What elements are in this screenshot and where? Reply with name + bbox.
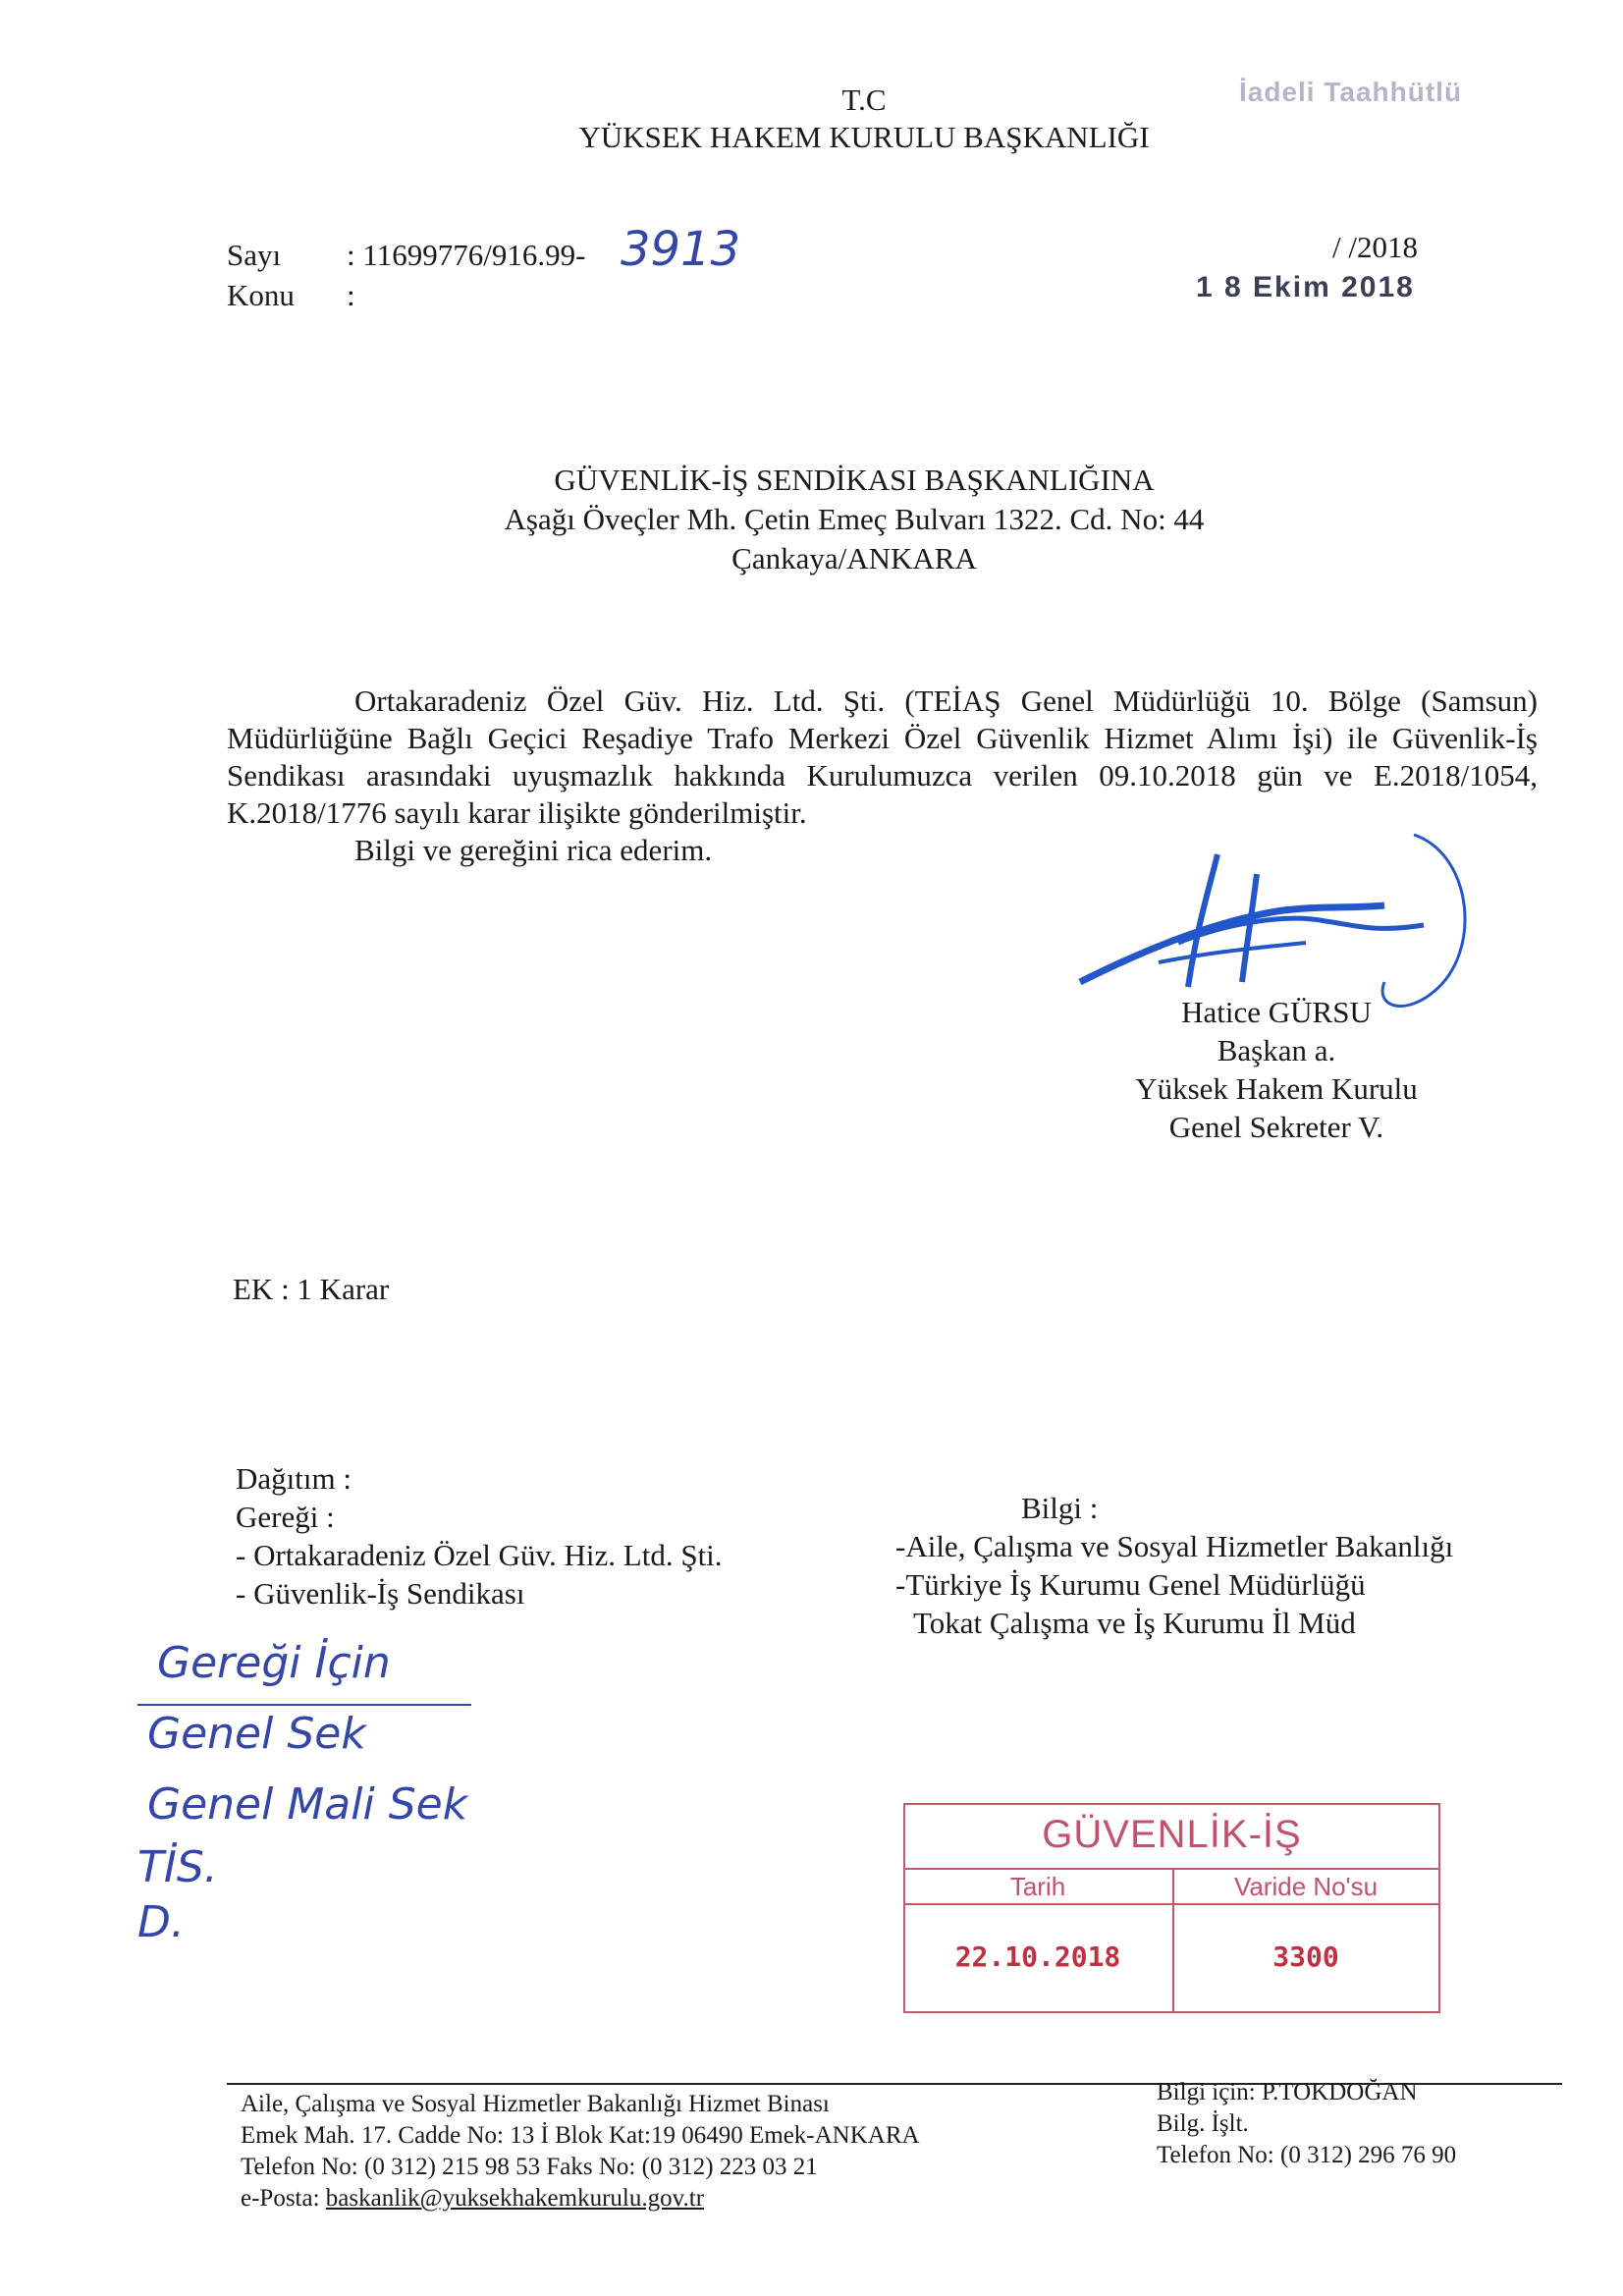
registration-date-label: Tarih [1009,1872,1066,1901]
header-country: T.C [841,82,887,117]
registration-number-value: 3300 [1272,1941,1339,1973]
signatory-name: Hatice GÜRSU [1181,995,1372,1029]
bilgi-heading: Bilgi : [1021,1491,1099,1525]
registration-date-value: 22.10.2018 [954,1941,1121,1973]
signatory-role: Genel Sekreter V. [1168,1110,1384,1144]
footer-contact-block [1157,2077,1456,2171]
sayi-handwritten-number: 3913 [621,222,741,277]
registered-mail-stamp: İadeli Taahhütlü [1239,77,1463,107]
signature-scribble [1060,815,1492,1021]
footer-address-line: Aile, Çalışma ve Sosyal Hizmetler Bakanlığı Hizmet Binası [241,2091,830,2117]
registration-number-label: Varide No'su [1233,1872,1379,1901]
date-stamp: 1 8 Ekim 2018 [1196,271,1415,303]
recipient-name: GÜVENLİK-İŞ SENDİKASI BAŞKANLIĞINA [554,463,1155,497]
geregi-heading: Gereği : [236,1500,335,1534]
bilgi-item: -Türkiye İş Kurumu Genel Müdürlüğü [895,1567,1366,1602]
distribution-heading: Dağıtım : [236,1461,352,1496]
geregi-item: - Ortakaradeniz Özel Güv. Hiz. Ltd. Şti. [236,1538,723,1572]
body-closing: Bilgi ve gereğini rica ederim. [354,833,713,867]
recipient-address: Aşağı Öveçler Mh. Çetin Emeç Bulvarı 1322. Cd. No: 44 [504,502,1205,536]
handwritten-line: Genel Mali Sek [147,1779,468,1830]
handwritten-line: D. [137,1897,185,1947]
footer-contact-line: Bilg. İşlt. [1157,2110,1249,2137]
footer-address-line: Telefon No: (0 312) 215 98 53 Faks No: (0 312) 223 03 21 [241,2154,818,2180]
attachment-note: EK : 1 Karar [233,1272,390,1306]
konu-label: Konu [227,278,295,312]
sayi-label: Sayı [227,238,282,272]
geregi-item: - Güvenlik-İş Sendikası [236,1576,525,1611]
signatory-title: Başkan a. [1217,1033,1336,1067]
handwritten-line: Gereği İçin [157,1638,391,1688]
footer-email-line [241,2183,920,2214]
bilgi-item: Tokat Çalışma ve İş Kurumu İl Müd [913,1606,1356,1640]
footer-email-link[interactable]: baskanlik@yuksekhakemkurulu.gov.tr [325,2185,705,2212]
handwritten-line: TİS. [137,1842,218,1892]
body-paragraph: Ortakaradeniz Özel Güv. Hiz. Ltd. Şti. (TEİAŞ Genel Müdürlüğü 10. Bölge (Samsun) Müdürlüğüne Bağlı Geçici Reşadiye Trafo Merkezi Özel Güvenlik Hizmet Alımı İşi) ile Güvenlik-İş Sendikası arasındaki uyuşmazlık hakkında Kurulumuzca verilen 09.10.2018 gün ve E.2018/1054, K.2018/1776 sayılı karar ilişikte gönderilmiştir. [227,683,1538,830]
footer-contact-line: Telefon No: (0 312) 296 76 90 [1157,2142,1457,2168]
signatory-institution: Yüksek Hakem Kurulu [1135,1071,1418,1106]
handwritten-underline [137,1704,471,1706]
recipient-city: Çankaya/ANKARA [731,541,977,575]
footer-address-line: Emek Mah. 17. Cadde No: 13 İ Blok Kat:19 06490 Emek-ANKARA [241,2122,920,2149]
footer-address-block [241,2089,920,2214]
footer-email-label: e-Posta: [241,2185,326,2212]
konu-value: : [347,278,355,312]
bilgi-item: -Aile, Çalışma ve Sosyal Hizmetler Bakanlığı [895,1529,1454,1563]
footer-contact-line: Bilgi için: P.TOKDOĞAN [1157,2079,1418,2105]
sayi-value: : 11699776/916.99- [347,238,586,272]
letter-date: / /2018 [1332,230,1418,264]
registration-stamp [903,1803,1440,2013]
header-institution: YÜKSEK HAKEM KURULU BAŞKANLIĞI [578,120,1150,154]
registration-stamp-title: GÜVENLİK-İŞ [1042,1813,1302,1856]
handwritten-line: Genel Sek [147,1709,366,1759]
